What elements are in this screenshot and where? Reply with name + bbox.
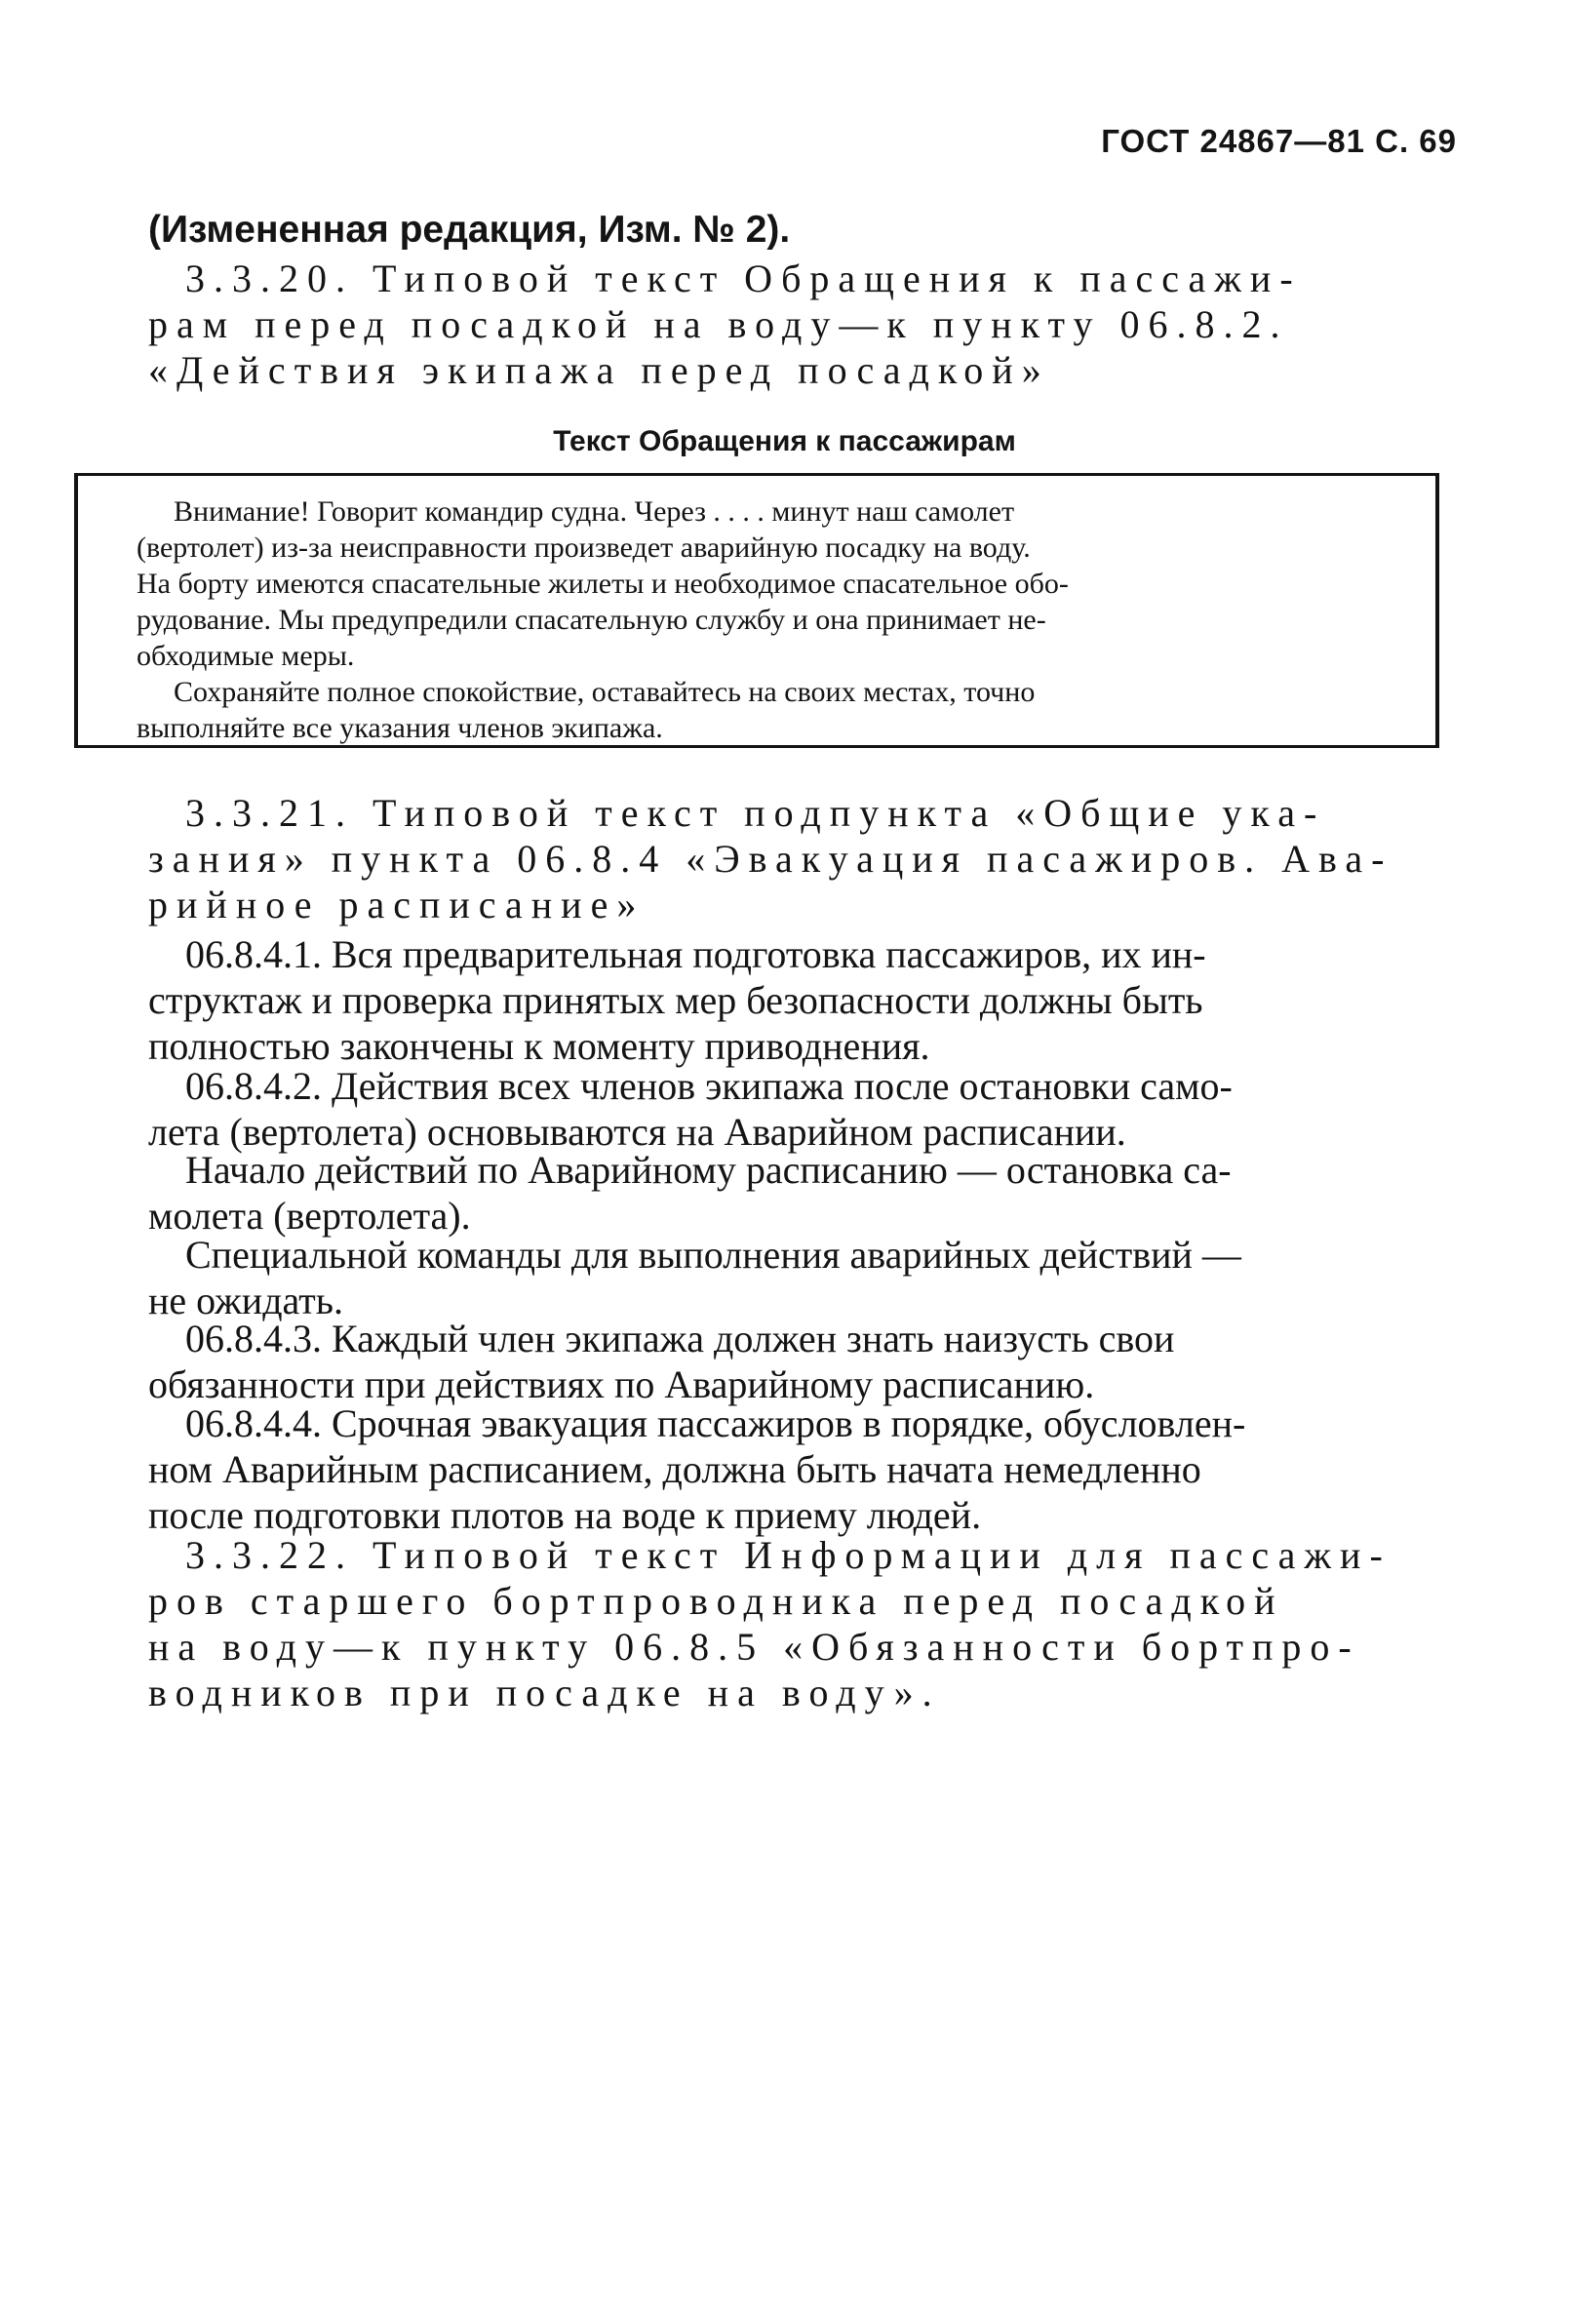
box-para1-line4: рудование. Мы предупредили спасательную службу и она принимает не- [137,604,1046,636]
para-special-command [148,1232,1449,1323]
para-special-line1: Специальной команды для выполнения аварийных действий — [185,1233,1241,1277]
section-3-3-22 [148,1532,1449,1715]
section-3-3-22-line2: ров старшего бортпроводника перед посадкой [148,1579,1284,1623]
item-06-8-4-2 [148,1063,1449,1155]
para-start-line2: молета (вертолета). [148,1194,471,1238]
section-3-3-21-line2: зания» пункта 06.8.4 «Эвакуация пасажиров. Ава- [148,837,1393,881]
item-06-8-4-4-line2: ном Аварийным расписанием, должна быть начата немедленно [148,1447,1201,1491]
box-para2-line1: Сохраняйте полное спокойствие, оставайтесь на своих местах, точно [174,676,1036,708]
item-06-8-4-2-line1: 06.8.4.2. Действия всех членов экипажа после остановки само- [185,1064,1233,1108]
section-3-3-20-line1: 3.3.20. Типовой текст Обращения к пассажи- [185,256,1302,300]
box-para1-line3: На борту имеются спасательные жилеты и необходимое спасательное обо- [137,568,1069,600]
para-special-line2: не ожидать. [148,1279,343,1322]
item-06-8-4-1-line1: 06.8.4.1. Вся предварительная подготовка пассажиров, их ин- [185,932,1206,976]
section-3-3-20-line2: рам перед посадкой на воду—к пункту 06.8.2. [148,302,1289,346]
section-3-3-22-line3: на воду—к пункту 06.8.5 «Обязанности бортпро- [148,1625,1360,1669]
address-box-text [137,493,1404,746]
section-3-3-20-line3: «Действия экипажа перед посадкой» [148,348,1050,392]
section-3-3-21-line1: 3.3.21. Типовой текст подпункта «Общие ука- [185,791,1326,835]
item-06-8-4-1 [148,931,1449,1069]
para-start-line1: Начало действий по Аварийному расписанию — остановка са- [185,1148,1232,1192]
item-06-8-4-3 [148,1316,1449,1407]
box-para1-line5: обходимые меры. [137,640,355,672]
box-para1-line1: Внимание! Говорит командир судна. Через . . . . минут наш самолет [174,495,1015,528]
item-06-8-4-2-line2: лета (вертолета) основываются на Аварийном расписании. [148,1110,1126,1154]
section-3-3-21-line3: рийное расписание» [148,883,646,926]
box-para2-line2: выполняйте все указания членов экипажа. [137,712,663,744]
item-06-8-4-3-line1: 06.8.4.3. Каждый член экипажа должен знать наизусть свои [185,1317,1175,1360]
box-title: Текст Обращения к пассажирам [553,425,1016,457]
address-box [74,473,1439,748]
item-06-8-4-4 [148,1400,1449,1538]
section-3-3-21 [148,790,1449,927]
section-3-3-22-line4: водников при посадке на воду». [148,1671,941,1714]
amendment-note: (Измененная редакция, Изм. № 2). [148,209,791,251]
section-3-3-22-line1: 3.3.22. Типовой текст Информации для пассажи- [185,1533,1392,1577]
item-06-8-4-1-line3: полностью закончены к моменту приводнения. [148,1024,930,1068]
page-header: ГОСТ 24867—81 С. 69 [1101,123,1457,159]
item-06-8-4-4-line1: 06.8.4.4. Срочная эвакуация пассажиров в порядке, обусловлен- [185,1401,1246,1445]
item-06-8-4-3-line2: обязанности при действиях по Аварийному расписанию. [148,1362,1095,1406]
para-start-actions [148,1147,1449,1239]
item-06-8-4-1-line2: структаж и проверка принятых мер безопасности должны быть [148,978,1203,1022]
item-06-8-4-4-line3: после подготовки плотов на воде к приему людей. [148,1493,982,1537]
box-para1-line2: (вертолет) из-за неисправности произведет аварийную посадку на воду. [137,532,1031,564]
section-3-3-20 [148,256,1449,393]
